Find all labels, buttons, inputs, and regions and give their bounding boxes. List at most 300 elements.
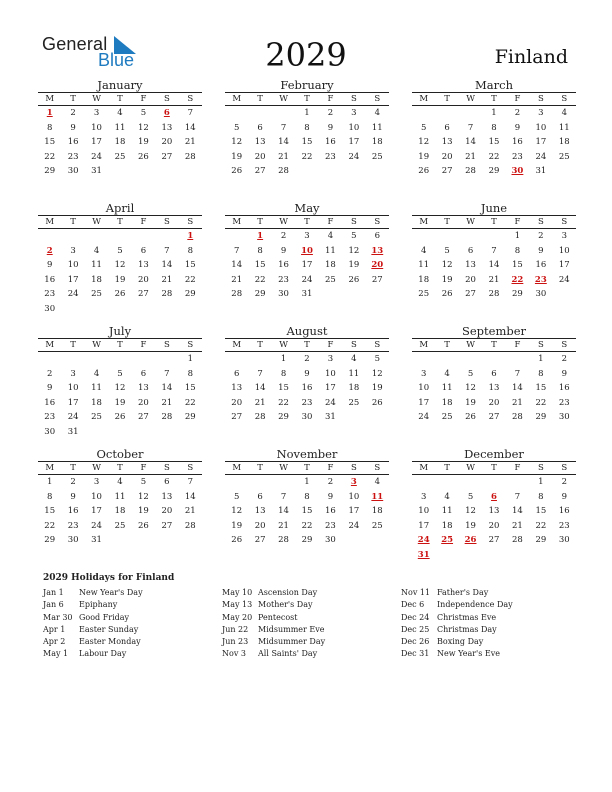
day: 15 bbox=[44, 137, 56, 147]
day: 16 bbox=[558, 383, 570, 393]
day: 29 bbox=[44, 166, 56, 176]
day: 16 bbox=[44, 274, 56, 285]
day: 21 bbox=[161, 397, 173, 408]
month-name: April bbox=[105, 201, 135, 215]
day: 1 bbox=[514, 231, 521, 241]
holidays-title: 2029 Holidays for Finland bbox=[43, 573, 175, 583]
day: 7 bbox=[164, 368, 170, 379]
day: 16 bbox=[67, 137, 79, 147]
day: 17 bbox=[325, 383, 336, 393]
day: 12 bbox=[231, 506, 243, 516]
day: 31 bbox=[535, 166, 547, 176]
day: 16 bbox=[67, 506, 79, 516]
weekday-label: M bbox=[45, 340, 55, 350]
holiday-row bbox=[43, 636, 213, 648]
day: 27 bbox=[231, 412, 243, 422]
holiday-row bbox=[43, 599, 213, 611]
day: 18 bbox=[348, 383, 360, 393]
day: 21 bbox=[512, 520, 523, 531]
weekday-label: S bbox=[350, 217, 357, 227]
weekday-label: S bbox=[187, 94, 194, 104]
day: 18 bbox=[91, 397, 102, 408]
weekday-label: F bbox=[140, 463, 147, 473]
holiday-date: May 1 bbox=[43, 649, 69, 659]
logo-word-general: General bbox=[42, 34, 108, 54]
holiday-day: 23 bbox=[534, 274, 547, 285]
holiday-row bbox=[222, 624, 392, 636]
day: 3 bbox=[93, 108, 100, 118]
weekday-label: S bbox=[350, 463, 357, 473]
month-name: July bbox=[108, 324, 132, 338]
day: 9 bbox=[561, 491, 567, 502]
holiday-date: Dec 25 bbox=[401, 624, 430, 634]
holiday-day: 20 bbox=[371, 260, 384, 270]
day: 19 bbox=[371, 383, 383, 393]
holiday-day: 2 bbox=[46, 245, 53, 256]
day-grid bbox=[225, 352, 389, 425]
day: 8 bbox=[514, 245, 521, 256]
day: 28 bbox=[512, 412, 523, 422]
day: 13 bbox=[254, 137, 266, 147]
day: 31 bbox=[91, 166, 102, 176]
day: 9 bbox=[327, 122, 334, 133]
empty-cell bbox=[225, 106, 248, 121]
day: 26 bbox=[418, 166, 430, 176]
day: 16 bbox=[325, 137, 336, 147]
empty-cell bbox=[108, 229, 131, 244]
day: 22 bbox=[301, 151, 313, 162]
day: 14 bbox=[512, 383, 523, 393]
day: 15 bbox=[254, 260, 266, 270]
day: 17 bbox=[348, 137, 360, 147]
day: 14 bbox=[512, 506, 523, 516]
day: 16 bbox=[535, 260, 547, 270]
day: 20 bbox=[138, 397, 149, 408]
day: 13 bbox=[441, 137, 453, 147]
day: 23 bbox=[325, 520, 336, 531]
day: 5 bbox=[117, 245, 123, 256]
day: 15 bbox=[535, 506, 547, 516]
day-grid bbox=[38, 229, 202, 316]
holiday-date: Jun 22 bbox=[222, 624, 249, 634]
holiday-day: 1 bbox=[257, 231, 264, 241]
holiday-date: Dec 31 bbox=[401, 649, 430, 659]
day: 1 bbox=[47, 477, 53, 487]
day: 2 bbox=[47, 368, 53, 379]
holiday-row bbox=[401, 648, 571, 660]
day: 30 bbox=[535, 289, 547, 299]
day: 29 bbox=[512, 289, 523, 299]
day: 5 bbox=[140, 108, 147, 118]
holiday-date: Dec 26 bbox=[401, 637, 430, 647]
weekday-label: W bbox=[279, 340, 288, 350]
day: 26 bbox=[231, 166, 243, 176]
day: 19 bbox=[441, 274, 453, 285]
day: 24 bbox=[91, 151, 102, 162]
holiday-name: New Year's Day bbox=[79, 588, 143, 597]
holiday-row bbox=[401, 636, 571, 648]
day: 14 bbox=[488, 260, 500, 270]
day: 14 bbox=[278, 137, 289, 147]
day: 6 bbox=[234, 368, 240, 379]
day: 23 bbox=[301, 397, 313, 408]
holiday-row bbox=[43, 648, 213, 660]
empty-cell bbox=[85, 229, 108, 244]
day: 18 bbox=[558, 137, 570, 147]
month-name: March bbox=[475, 78, 513, 92]
day-grid bbox=[38, 352, 202, 439]
day: 28 bbox=[184, 520, 196, 531]
empty-cell bbox=[132, 352, 155, 367]
day: 24 bbox=[535, 151, 547, 162]
weekday-label: S bbox=[561, 340, 568, 350]
day: 29 bbox=[535, 535, 547, 545]
day: 20 bbox=[465, 274, 476, 285]
day: 29 bbox=[44, 535, 56, 545]
holiday-date: May 10 bbox=[222, 588, 253, 597]
day: 5 bbox=[374, 354, 380, 364]
day: 18 bbox=[418, 274, 430, 285]
day: 17 bbox=[67, 397, 79, 408]
weekday-label: F bbox=[327, 463, 334, 473]
day: 7 bbox=[514, 368, 521, 379]
day: 9 bbox=[70, 122, 76, 133]
day: 4 bbox=[421, 245, 427, 256]
holiday-row bbox=[222, 612, 392, 624]
day: 19 bbox=[418, 151, 430, 162]
day: 8 bbox=[280, 368, 287, 379]
day: 12 bbox=[418, 137, 430, 147]
day: 11 bbox=[418, 260, 430, 270]
day: 14 bbox=[231, 260, 243, 270]
day: 18 bbox=[114, 137, 126, 147]
holiday-date: Jun 23 bbox=[222, 637, 249, 647]
day: 28 bbox=[488, 289, 500, 299]
day: 28 bbox=[465, 166, 476, 176]
day: 30 bbox=[278, 289, 289, 299]
day: 31 bbox=[67, 426, 79, 437]
day: 22 bbox=[278, 397, 289, 408]
day: 6 bbox=[491, 368, 497, 379]
day: 26 bbox=[231, 535, 243, 545]
day: 31 bbox=[91, 535, 102, 545]
empty-cell bbox=[412, 352, 435, 367]
weekday-label: F bbox=[514, 340, 521, 350]
day: 30 bbox=[558, 535, 570, 545]
empty-cell bbox=[412, 106, 435, 121]
day: 15 bbox=[535, 383, 547, 393]
weekday-label: F bbox=[140, 340, 147, 350]
month-name: June bbox=[480, 201, 508, 215]
day: 25 bbox=[371, 151, 383, 162]
day: 7 bbox=[280, 122, 287, 133]
day: 25 bbox=[441, 412, 453, 422]
day: 5 bbox=[234, 122, 240, 133]
day: 11 bbox=[114, 122, 126, 133]
weekday-label: S bbox=[163, 217, 170, 227]
holiday-name: Christmas Eve bbox=[437, 612, 497, 622]
day: 12 bbox=[114, 383, 126, 393]
day: 1 bbox=[304, 477, 310, 487]
day: 18 bbox=[441, 397, 453, 408]
day-grid bbox=[225, 106, 389, 179]
holiday-name: Boxing Day bbox=[437, 637, 484, 647]
weekday-label: W bbox=[279, 94, 288, 104]
weekday-label: T bbox=[70, 463, 76, 473]
day: 2 bbox=[561, 354, 567, 364]
holiday-date: Apr 2 bbox=[43, 637, 66, 647]
weekday-label: M bbox=[419, 340, 429, 350]
day: 28 bbox=[231, 289, 243, 299]
holiday-name: Pentecost bbox=[258, 612, 298, 622]
holiday-row bbox=[401, 587, 571, 599]
holiday-day: 3 bbox=[350, 477, 357, 487]
holiday-name: Father's Day bbox=[437, 588, 489, 597]
weekday-label: W bbox=[279, 463, 288, 473]
day: 23 bbox=[558, 397, 570, 408]
day: 25 bbox=[114, 151, 126, 162]
weekday-label: S bbox=[374, 94, 381, 104]
day: 19 bbox=[138, 506, 149, 516]
day: 26 bbox=[465, 412, 476, 422]
month-may bbox=[225, 201, 389, 302]
weekday-label: T bbox=[444, 463, 450, 473]
holiday-row bbox=[43, 612, 213, 624]
calendar-year: 2029 bbox=[265, 36, 347, 74]
day: 25 bbox=[114, 520, 126, 531]
day: 4 bbox=[93, 245, 100, 256]
weekday-header bbox=[412, 215, 576, 229]
day: 13 bbox=[254, 506, 266, 516]
weekday-label: T bbox=[304, 463, 310, 473]
empty-cell bbox=[248, 352, 271, 367]
day: 21 bbox=[231, 274, 243, 285]
weekday-header bbox=[225, 338, 389, 352]
day: 1 bbox=[280, 354, 287, 364]
day: 31 bbox=[301, 289, 313, 299]
day: 11 bbox=[371, 122, 383, 133]
day: 22 bbox=[535, 397, 547, 408]
day: 10 bbox=[67, 383, 79, 393]
day: 26 bbox=[441, 289, 453, 299]
day: 23 bbox=[67, 151, 79, 162]
day: 2 bbox=[561, 477, 567, 487]
day: 6 bbox=[140, 245, 147, 256]
weekday-label: W bbox=[92, 463, 101, 473]
weekday-label: M bbox=[419, 94, 429, 104]
weekday-label: M bbox=[232, 463, 242, 473]
day: 28 bbox=[161, 289, 173, 299]
day: 19 bbox=[138, 137, 149, 147]
weekday-label: F bbox=[327, 340, 334, 350]
day: 9 bbox=[47, 383, 53, 393]
day-grid bbox=[38, 475, 202, 548]
day: 20 bbox=[254, 520, 266, 531]
day: 21 bbox=[488, 274, 500, 285]
weekday-label: T bbox=[491, 463, 497, 473]
day: 12 bbox=[138, 491, 149, 502]
day: 6 bbox=[444, 122, 450, 133]
empty-cell bbox=[38, 229, 61, 244]
day: 30 bbox=[558, 412, 570, 422]
day: 5 bbox=[117, 368, 123, 379]
day: 19 bbox=[465, 520, 476, 531]
month-name: January bbox=[97, 78, 143, 92]
weekday-label: M bbox=[232, 94, 242, 104]
day: 3 bbox=[93, 477, 100, 487]
day: 17 bbox=[67, 274, 79, 285]
empty-cell bbox=[506, 352, 529, 367]
day: 13 bbox=[138, 260, 149, 270]
empty-cell bbox=[482, 352, 505, 367]
day: 4 bbox=[327, 231, 334, 241]
weekday-label: F bbox=[140, 217, 147, 227]
day: 11 bbox=[441, 383, 453, 393]
day: 10 bbox=[348, 491, 360, 502]
day: 21 bbox=[278, 520, 289, 531]
day: 14 bbox=[254, 383, 266, 393]
weekday-label: T bbox=[70, 340, 76, 350]
day: 15 bbox=[301, 506, 313, 516]
empty-cell bbox=[132, 229, 155, 244]
day: 1 bbox=[538, 477, 544, 487]
day: 8 bbox=[491, 122, 497, 133]
day-grid bbox=[412, 229, 576, 302]
holiday-row bbox=[401, 612, 571, 624]
weekday-label: S bbox=[537, 463, 544, 473]
day: 1 bbox=[304, 108, 310, 118]
day: 21 bbox=[465, 151, 476, 162]
weekday-label: S bbox=[374, 340, 381, 350]
month-december bbox=[412, 447, 576, 562]
empty-cell bbox=[61, 229, 84, 244]
month-april bbox=[38, 201, 202, 316]
day: 25 bbox=[348, 397, 360, 408]
holiday-column bbox=[401, 587, 571, 661]
day: 4 bbox=[444, 491, 450, 502]
weekday-label: S bbox=[537, 340, 544, 350]
weekday-label: T bbox=[491, 340, 497, 350]
weekday-label: S bbox=[350, 94, 357, 104]
day: 23 bbox=[278, 274, 289, 285]
empty-cell bbox=[38, 352, 61, 367]
holiday-column bbox=[222, 587, 392, 661]
weekday-header bbox=[225, 92, 389, 106]
day: 5 bbox=[140, 477, 147, 487]
day: 25 bbox=[418, 289, 430, 299]
day: 8 bbox=[538, 491, 544, 502]
day: 2 bbox=[327, 477, 334, 487]
day: 12 bbox=[465, 383, 476, 393]
day-grid bbox=[412, 475, 576, 562]
day: 23 bbox=[67, 520, 79, 531]
weekday-label: S bbox=[561, 94, 568, 104]
holiday-day: 26 bbox=[464, 535, 477, 545]
day: 6 bbox=[257, 122, 263, 133]
day: 13 bbox=[161, 122, 173, 133]
day: 8 bbox=[304, 122, 310, 133]
day: 27 bbox=[441, 166, 453, 176]
weekday-header bbox=[412, 461, 576, 475]
day: 1 bbox=[491, 108, 497, 118]
weekday-label: S bbox=[187, 340, 194, 350]
day: 18 bbox=[371, 506, 383, 516]
day: 7 bbox=[280, 491, 287, 502]
empty-cell bbox=[248, 475, 271, 490]
day: 17 bbox=[91, 137, 102, 147]
day: 25 bbox=[371, 520, 383, 531]
holiday-row bbox=[401, 624, 571, 636]
day: 17 bbox=[558, 260, 570, 270]
day: 10 bbox=[418, 506, 430, 516]
day: 29 bbox=[535, 412, 547, 422]
weekday-label: T bbox=[257, 340, 263, 350]
day: 12 bbox=[465, 506, 476, 516]
day: 19 bbox=[231, 151, 243, 162]
day: 2 bbox=[70, 108, 76, 118]
weekday-label: F bbox=[327, 94, 334, 104]
day: 2 bbox=[327, 108, 334, 118]
day: 27 bbox=[488, 412, 500, 422]
day: 27 bbox=[254, 166, 266, 176]
holiday-name: New Year's Eve bbox=[437, 649, 500, 659]
day: 24 bbox=[67, 412, 79, 422]
day: 4 bbox=[351, 354, 357, 364]
day: 24 bbox=[348, 151, 360, 162]
day: 19 bbox=[231, 520, 243, 531]
day: 3 bbox=[538, 108, 544, 118]
holiday-row bbox=[222, 648, 392, 660]
empty-cell bbox=[108, 352, 131, 367]
day: 29 bbox=[254, 289, 266, 299]
day: 16 bbox=[512, 137, 523, 147]
weekday-label: M bbox=[45, 217, 55, 227]
day: 25 bbox=[91, 289, 102, 299]
day: 5 bbox=[234, 491, 240, 502]
day: 20 bbox=[441, 151, 453, 162]
day: 10 bbox=[91, 122, 102, 133]
day: 9 bbox=[561, 368, 567, 379]
empty-cell bbox=[248, 106, 271, 121]
empty-cell bbox=[435, 352, 458, 367]
weekday-label: M bbox=[232, 217, 242, 227]
day: 26 bbox=[348, 274, 360, 285]
holiday-row bbox=[222, 587, 392, 599]
day: 28 bbox=[278, 535, 289, 545]
day: 26 bbox=[114, 289, 126, 299]
day: 19 bbox=[114, 397, 126, 408]
day: 26 bbox=[371, 397, 383, 408]
month-name: December bbox=[464, 447, 524, 461]
day: 9 bbox=[280, 245, 287, 256]
day: 16 bbox=[558, 506, 570, 516]
weekday-label: T bbox=[117, 340, 123, 350]
day: 20 bbox=[161, 506, 173, 516]
weekday-label: S bbox=[537, 217, 544, 227]
weekday-header bbox=[225, 215, 389, 229]
holiday-day: 25 bbox=[441, 535, 454, 545]
month-march bbox=[412, 78, 576, 179]
day: 23 bbox=[325, 151, 336, 162]
day: 24 bbox=[558, 274, 570, 285]
day: 7 bbox=[164, 245, 170, 256]
weekday-label: S bbox=[561, 463, 568, 473]
weekday-label: F bbox=[514, 94, 521, 104]
day: 3 bbox=[351, 108, 357, 118]
month-june bbox=[412, 201, 576, 302]
day: 22 bbox=[184, 397, 196, 408]
weekday-label: W bbox=[466, 463, 475, 473]
